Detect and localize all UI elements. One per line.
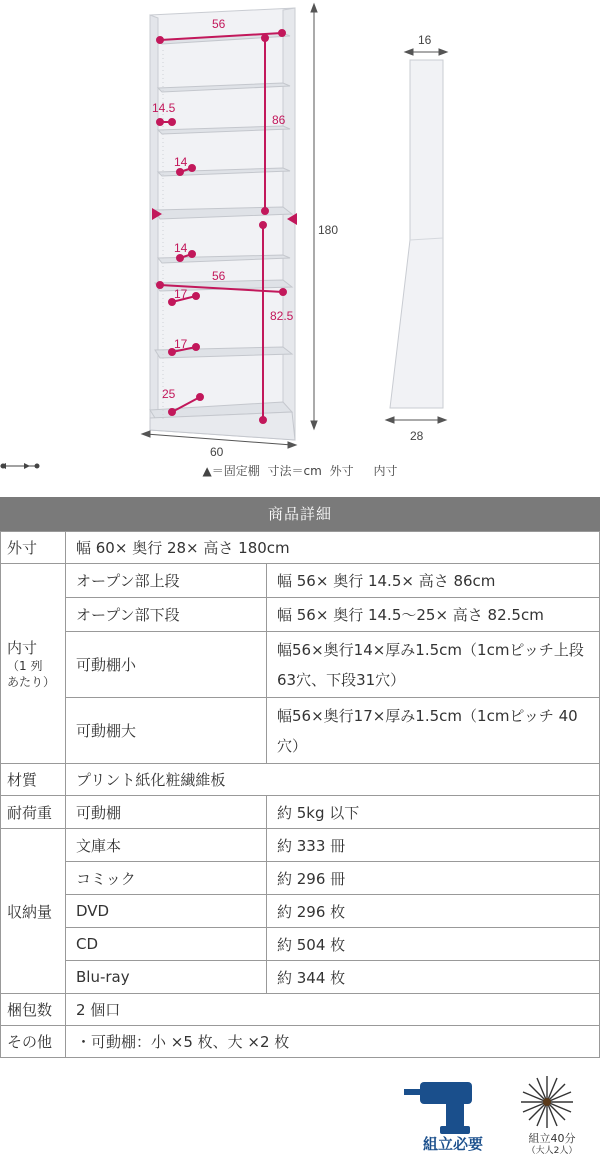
inner-label-cell [1, 564, 66, 764]
inner-row-name: 可動棚大 [66, 698, 267, 764]
label-total-height: 180 [318, 223, 339, 237]
label-side-bottom-depth: 28 [410, 429, 424, 443]
inner-label: 内寸 [7, 639, 38, 657]
label-upper-shelf-depth: 14 [174, 155, 188, 169]
assembly-icons [0, 1068, 600, 1167]
bookshelf-front [150, 8, 295, 440]
other-value: ・可動棚：小 ×5 枚、大 ×2 枚 [66, 1026, 600, 1058]
outer-value: 幅 60× 奥行 28× 高さ 180cm [66, 532, 600, 564]
table-row [1, 994, 600, 1026]
label-lower-shelf-depth-big2: 17 [174, 337, 188, 351]
table-row [1, 895, 600, 928]
legend-inner: 内寸 [373, 464, 398, 478]
power-drill-icon [404, 1082, 472, 1134]
storage-row-value: 約 333 冊 [267, 829, 600, 862]
inner-row-value: 幅 56× 奥行 14.5〜25× 高さ 82.5cm [267, 598, 600, 632]
inner-row-value: 幅56×奥行17×厚み1.5cm（1cmピッチ 40穴） [267, 698, 600, 764]
assembly-people: （大人2人） [526, 1146, 578, 1156]
table-row [1, 796, 600, 829]
table-row [1, 598, 600, 632]
inner-row-name: オープン部下段 [66, 598, 267, 632]
storage-row-name: DVD [66, 895, 267, 928]
load-name: 可動棚 [66, 796, 267, 829]
spec-title: 商品詳細 [0, 497, 600, 531]
table-row [1, 764, 600, 796]
label-lower-shelf-depth: 14 [174, 241, 188, 255]
table-row [1, 862, 600, 895]
load-value: 約 5kg 以下 [267, 796, 600, 829]
table-row [1, 829, 600, 862]
legend-outer: 外寸 [329, 464, 354, 478]
label-upper-height: 86 [272, 113, 286, 127]
outer-label: 外寸 [1, 532, 66, 564]
load-label: 耐荷重 [1, 796, 66, 829]
label-side-top-depth: 16 [418, 33, 432, 47]
storage-row-name: CD [66, 928, 267, 961]
material-label: 材質 [1, 764, 66, 796]
assembly-time: 組立40分 [528, 1132, 576, 1145]
assembly-time-icon [521, 1076, 573, 1128]
storage-row-name: 文庫本 [66, 829, 267, 862]
spec-table [0, 531, 600, 1058]
assembly-time-label [512, 1133, 592, 1157]
inner-row-name: 可動棚小 [66, 632, 267, 698]
label-lower-shelf-depth-big: 17 [174, 287, 188, 301]
storage-row-name: コミック [66, 862, 267, 895]
table-row [1, 928, 600, 961]
assembly-required-label: 組立必要 [422, 1135, 483, 1153]
table-row [1, 564, 600, 598]
diagram-legend [0, 462, 600, 479]
inner-row-name: オープン部上段 [66, 564, 267, 598]
label-upper-depth-top: 14.5 [152, 101, 176, 115]
bookshelf-side-view [390, 60, 443, 408]
legend-fixed-shelf: ▲＝固定棚 [202, 464, 260, 478]
material-value: プリント紙化粧繊維板 [66, 764, 600, 796]
label-total-width: 60 [210, 445, 224, 459]
label-lower-width: 56 [212, 269, 226, 283]
packages-label: 梱包数 [1, 994, 66, 1026]
table-row [1, 532, 600, 564]
inner-note: （1 列 あたり） [7, 659, 56, 689]
storage-row-value: 約 504 枚 [267, 928, 600, 961]
label-bottom-depth: 25 [162, 387, 176, 401]
table-row [1, 961, 600, 994]
storage-row-name: Blu-ray [66, 961, 267, 994]
storage-row-value: 約 344 枚 [267, 961, 600, 994]
other-label: その他 [1, 1026, 66, 1058]
legend-unit: 寸法＝cm [267, 464, 322, 478]
table-row [1, 698, 600, 764]
inner-row-value: 幅 56× 奥行 14.5× 高さ 86cm [267, 564, 600, 598]
storage-row-value: 約 296 枚 [267, 895, 600, 928]
inner-dot-line-icon [0, 462, 40, 470]
label-top-width: 56 [212, 17, 226, 31]
table-row [1, 1026, 600, 1058]
packages-value: 2 個口 [66, 994, 600, 1026]
table-row [1, 632, 600, 698]
product-dimension-diagram [0, 0, 600, 490]
label-lower-height: 82.5 [270, 309, 294, 323]
inner-row-value: 幅56×奥行14×厚み1.5cm（1cmピッチ上段63穴、下段31穴） [267, 632, 600, 698]
bookshelf-drawing [0, 0, 600, 460]
storage-row-value: 約 296 冊 [267, 862, 600, 895]
storage-label: 収納量 [1, 829, 66, 994]
